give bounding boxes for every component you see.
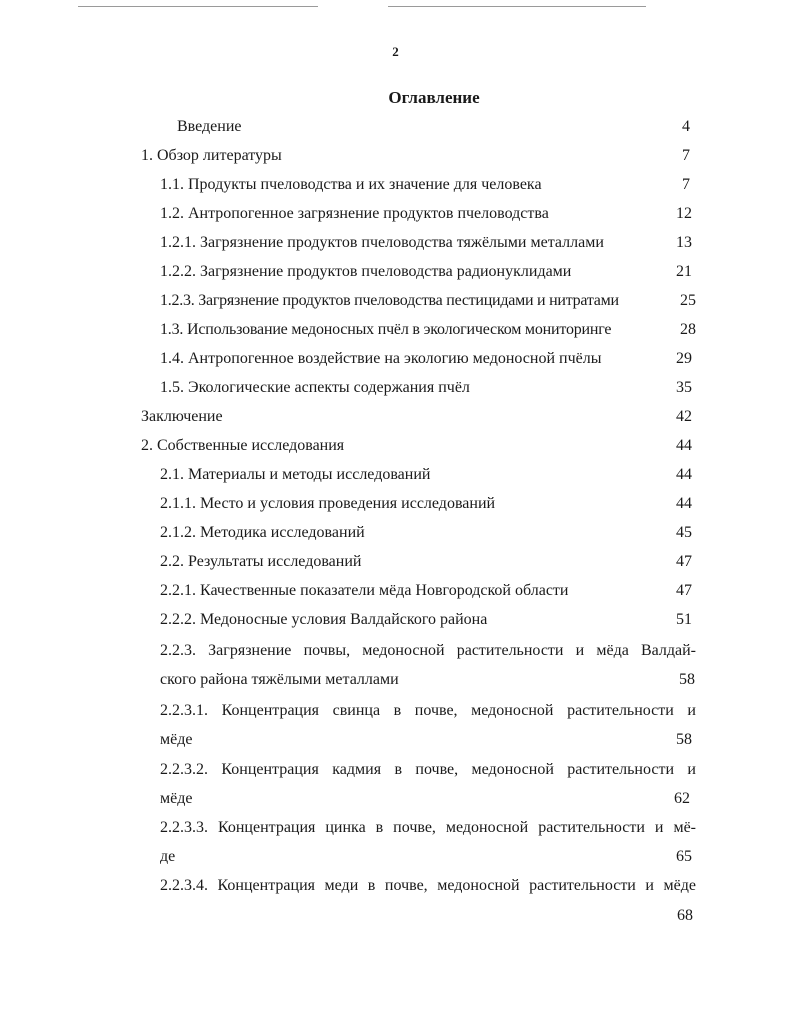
toc-page-2: 44 <box>676 437 692 454</box>
toc-page-2-2-1: 47 <box>676 582 692 599</box>
toc-page-2-2-3-4: 68 <box>677 907 693 924</box>
toc-entry-2-1: 2.1. Материалы и методы исследований <box>160 466 431 483</box>
toc-entry-2: 2. Собственные исследования <box>141 437 345 454</box>
top-border-line-right <box>388 6 646 7</box>
toc-page-2-2-2: 51 <box>676 611 692 628</box>
toc-page-1-2-3: 25 <box>680 292 696 309</box>
toc-entry-1-2-3: 1.2.3. Загрязнение продуктов пчеловодства пестицидами и нитратами <box>160 292 619 309</box>
toc-page-conclusion: 42 <box>676 408 692 425</box>
toc-entry-2-2-3-2-line2: мёде <box>160 790 193 807</box>
toc-entry-2-2-3-line2: ского района тяжёлыми металлами <box>160 671 399 688</box>
toc-entry-2-2-3-3-line2: де <box>160 848 176 865</box>
toc-page-1-4: 29 <box>676 350 692 367</box>
toc-entry-2-2-1: 2.2.1. Качественные показатели мёда Новгородской области <box>160 582 569 599</box>
toc-entry-2-2-3-1-line1: 2.2.3.1. Концентрация свинца в почве, медоносной растительности и <box>160 702 696 719</box>
toc-entry-conclusion: Заключение <box>141 408 223 425</box>
toc-page-1: 7 <box>682 147 690 164</box>
toc-entry-2-2-3-line1: 2.2.3. Загрязнение почвы, медоносной растительности и мёда Валдай- <box>160 642 696 659</box>
toc-entry-2-2-3-2-line1: 2.2.3.2. Концентрация кадмия в почве, медоносной растительности и <box>160 761 696 778</box>
toc-entry-2-2-3-1-line2: мёде <box>160 731 193 748</box>
toc-page-2-1-1: 44 <box>676 495 692 512</box>
toc-title: Оглавление <box>388 88 480 107</box>
toc-page-1-2: 12 <box>676 205 692 222</box>
toc-page-1-2-2: 21 <box>676 263 692 280</box>
toc-page-1-3: 28 <box>680 321 696 338</box>
toc-entry-1-4: 1.4. Антропогенное воздействие на экологию медоносной пчёлы <box>160 350 602 367</box>
toc-page-2-2-3-3: 65 <box>676 848 692 865</box>
toc-entry-2-2: 2.2. Результаты исследований <box>160 553 362 570</box>
toc-page-2-2-3-1: 58 <box>676 731 692 748</box>
toc-page-2-2: 47 <box>676 553 692 570</box>
toc-entry-1-3: 1.3. Использование медоносных пчёл в экологическом мониторинге <box>160 321 612 338</box>
toc-entry-1-2-1: 1.2.1. Загрязнение продуктов пчеловодства тяжёлыми металлами <box>160 234 604 251</box>
toc-page-1-5: 35 <box>676 379 692 396</box>
toc-entry-2-1-1: 2.1.1. Место и условия проведения исследований <box>160 495 496 512</box>
toc-page-2-1: 44 <box>676 466 692 483</box>
toc-entry-1-1: 1.1. Продукты пчеловодства и их значение для человека <box>160 176 542 193</box>
top-border-line-left <box>78 6 318 7</box>
toc-entry-1: 1. Обзор литературы <box>141 147 282 164</box>
toc-page-2-1-2: 45 <box>676 524 692 541</box>
toc-entry-2-2-2: 2.2.2. Медоносные условия Валдайского района <box>160 611 488 628</box>
toc-entry-2-1-2: 2.1.2. Методика исследований <box>160 524 365 541</box>
toc-entry-1-2: 1.2. Антропогенное загрязнение продуктов пчеловодства <box>160 205 549 222</box>
toc-page-1-1: 7 <box>682 176 690 193</box>
toc-entry-1-5: 1.5. Экологические аспекты содержания пчёл <box>160 379 470 396</box>
toc-page-2-2-3: 58 <box>679 671 695 688</box>
toc-page-1-2-1: 13 <box>676 234 692 251</box>
toc-page-2-2-3-2: 62 <box>674 790 690 807</box>
toc-entry-2-2-3-4-line1: 2.2.3.4. Концентрация меди в почве, медоносной растительности и мёде <box>160 877 696 894</box>
page-number: 2 <box>392 44 399 59</box>
toc-entry-1-2-2: 1.2.2. Загрязнение продуктов пчеловодства радионуклидами <box>160 263 572 280</box>
toc-entry-2-2-3-3-line1: 2.2.3.3. Концентрация цинка в почве, медоносной растительности и мё- <box>160 819 696 836</box>
toc-page-intro: 4 <box>682 118 690 135</box>
toc-entry-intro: Введение <box>177 118 242 135</box>
